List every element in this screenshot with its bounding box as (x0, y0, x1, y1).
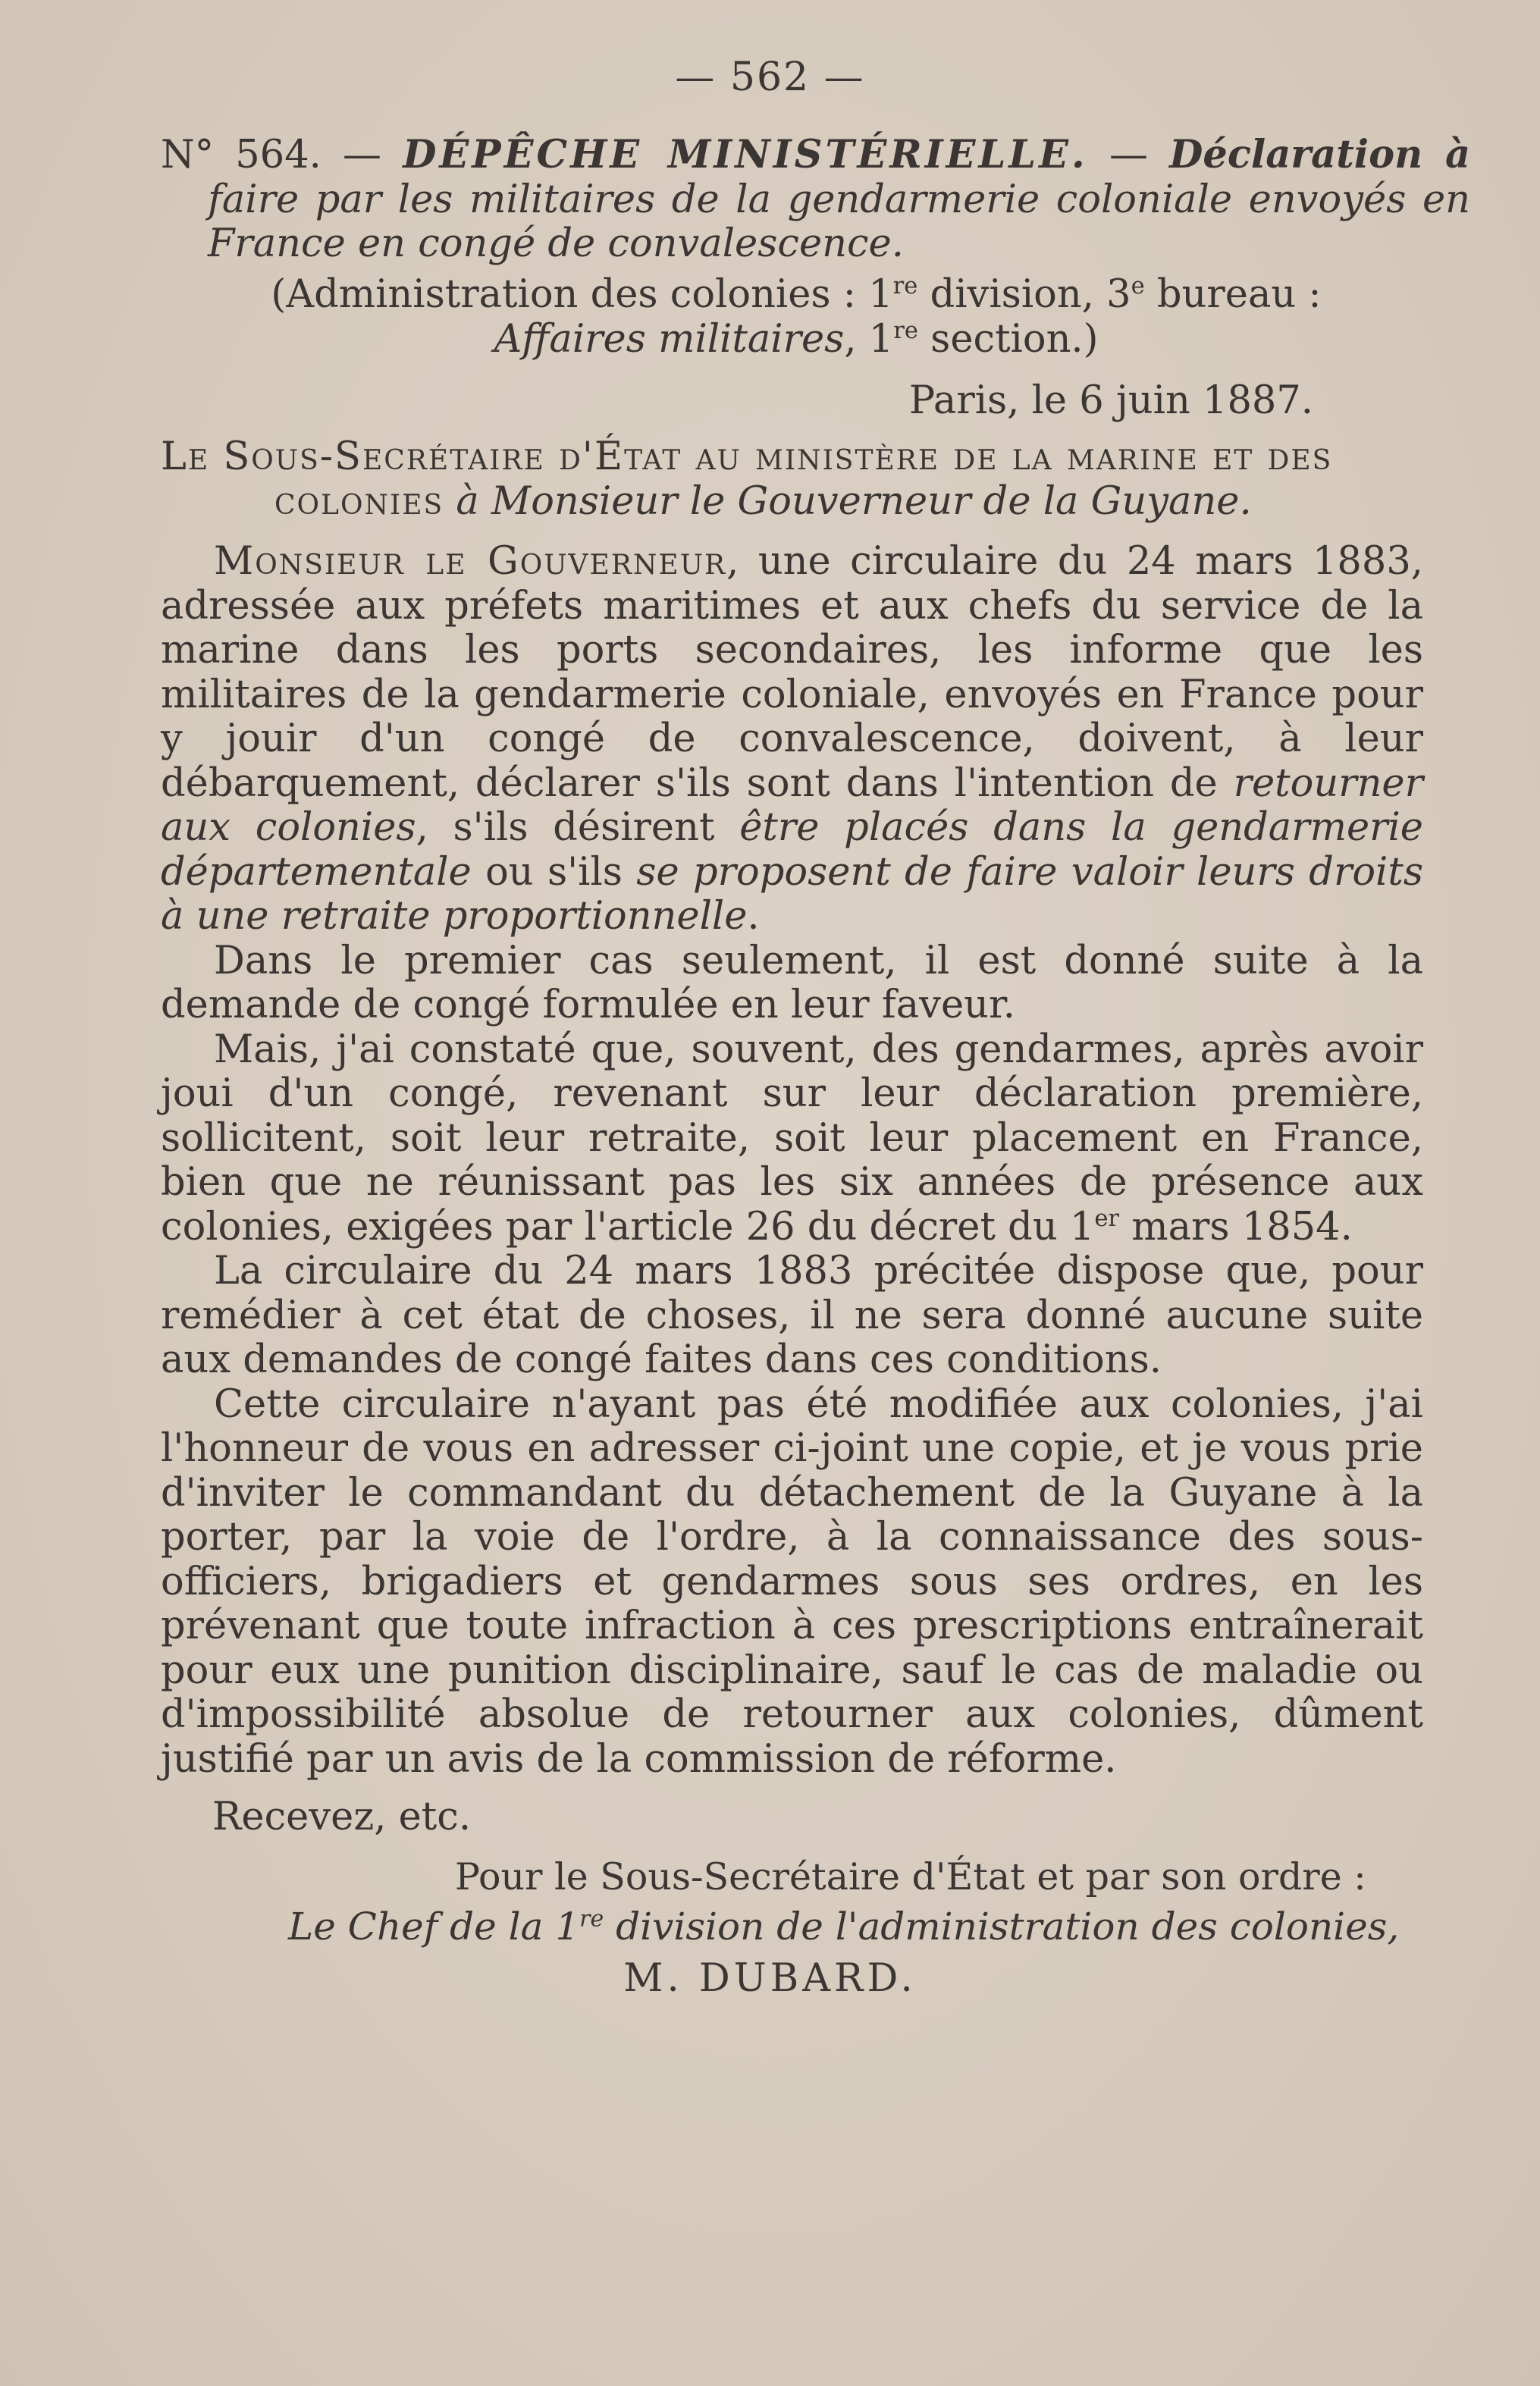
dispatch-heading (161, 133, 1470, 267)
address-block (161, 435, 1423, 524)
signature-line-2: Le Chef de la 1re division de l'administration des colonies, (288, 1905, 1400, 1949)
address-sender-cont: colonies (274, 478, 444, 524)
paragraph: Mais, j'ai constaté que, souvent, des gendarmes, après avoir joui d'un congé, revenant sur leur déclaration première, sollicitent, soit leur retraite, soit leur placement en France, bien que ne réunissant pas les six années de présence aux colonies, exigées par l'article 26 du décret du 1er mars 1854. (161, 1027, 1423, 1249)
address-recipient: à Monsieur le Gouverneur de la Guyane. (444, 478, 1252, 524)
address-sender: Le Sous-Secrétaire d'État au ministère de la marine et des (161, 434, 1333, 479)
paragraph: La circulaire du 24 mars 1883 précitée dispose que, pour remédier à cet état de choses, il ne sera donné aucune suite aux demandes de congé faites dans ces conditions. (161, 1249, 1423, 1382)
dateline: Paris, le 6 juin 1887. (908, 378, 1313, 423)
heading-dash: — (1087, 133, 1170, 177)
paragraph: Cette circulaire n'ayant pas été modifiée aux colonies, j'ai l'honneur de vous en adresser ci-joint une copie, et je vous prie d'inviter le commandant du détachement de la Guyane à la porter, par la voie de l'ordre, à la connaissance des sous-officiers, brigadiers et gendarmes sous ses ordres, en les prévenant que toute infraction à ces prescriptions entraînerait pour eux une punition disciplinaire, sauf le cas de maladie ou d'impossibilité absolue de retourner aux colonies, dûment justifié par un avis de la commission de réforme. (161, 1381, 1423, 1782)
closing-formula: Recevez, etc. (212, 1795, 472, 1839)
dispatch-subject-start: Déclaration à (1169, 132, 1470, 177)
paragraph: Dans le premier cas seulement, il est donné suite à la demande de congé formulée en leur faveur. (161, 938, 1423, 1027)
dispatch-number: N° 564. (161, 133, 321, 177)
letter-body (161, 540, 1423, 1782)
administration-section: Affaires militaires (494, 316, 845, 362)
signature-line-1: Pour le Sous-Secrétaire d'État et par son ordre : (455, 1855, 1366, 1898)
heading-dash: — (321, 133, 403, 177)
salutation: Monsieur le Gouverneur (214, 539, 727, 584)
signatory-name: M. DUBARD. (623, 1956, 917, 2001)
paragraph: Monsieur le Gouverneur, une circulaire du 24 mars 1883, adressée aux préfets maritimes et aux chefs du service de la marine dans les ports secondaires, les informe que les militaires de la gendarmerie coloniale, envoyés en France pour y jouir d'un congé de convalescence, doivent, à leur débarquement, déclarer s'ils sont dans l'intention de retourner aux colonies, s'ils désirent être placés dans la gendarmerie départementale ou s'ils se proposent de faire valoir leurs droits à une retraite proportionnelle. (161, 539, 1424, 939)
page-number: — 562 — (675, 55, 865, 100)
administration-line: (Administration des colonies : 1re division, 3e bureau : Affaires militaires, 1re section.) (271, 272, 1322, 362)
dispatch-title: DÉPÊCHE MINISTÉRIELLE. (403, 132, 1088, 177)
dispatch-subject: faire par les militaires de la gendarmerie coloniale envoyés en France en congé de convalescence. (208, 177, 1470, 266)
